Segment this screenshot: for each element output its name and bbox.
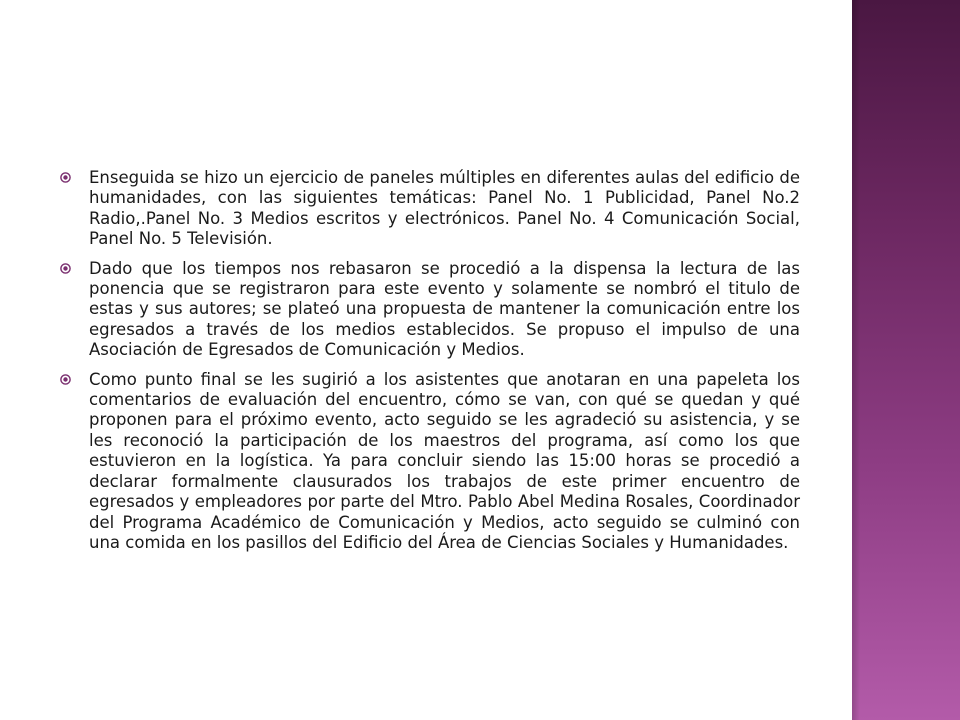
bullet-text: Dado que los tiempos nos rebasaron se procedió a la dispensa la lectura de las ponencia que se registraron para este evento y solamente se nombró el titulo de estas y sus autores; se plateó una propuesta de mantener la comunicación entre los egresados a través de los medios establecidos. Se propuso el impulso de una Asociación de Egresados de Comunicación y Medios.	[89, 258, 800, 360]
list-item	[60, 259, 800, 361]
list-item	[60, 168, 800, 250]
bullet-list	[60, 168, 800, 562]
circled-dot-icon	[60, 374, 71, 385]
list-item	[60, 370, 800, 554]
circled-dot-icon	[60, 263, 71, 274]
decorative-side-band	[852, 0, 960, 720]
circled-dot-icon	[60, 172, 71, 183]
side-band-shadow	[852, 0, 860, 720]
bullet-text: Como punto final se les sugirió a los asistentes que anotaran en una papeleta los comentarios de evaluación del encuentro, cómo se van, con qué se quedan y qué proponen para el próximo evento, acto seguido se les agradeció su asistencia, y se les reconoció la participación de los maestros del programa, así como los que estuvieron en la logística. Ya para concluir siendo las 15:00 horas se procedió a declarar formalmente clausurados los trabajos de este primer encuentro de egresados y empleadores por parte del Mtro. Pablo Abel Medina Rosales, Coordinador del Programa Académico de Comunicación y Medios, acto seguido se culminó con una comida en los pasillos del Edificio del Área de Ciencias Sociales y Humanidades.	[89, 369, 800, 552]
bullet-text: Enseguida se hizo un ejercicio de paneles múltiples en diferentes aulas del edificio de humanidades, con las siguientes temáticas: Panel No. 1 Publicidad, Panel No.2 Radio,.Panel No. 3 Medios escritos y electrónicos. Panel No. 4 Comunicación Social, Panel No. 5 Televisión.	[89, 168, 800, 249]
